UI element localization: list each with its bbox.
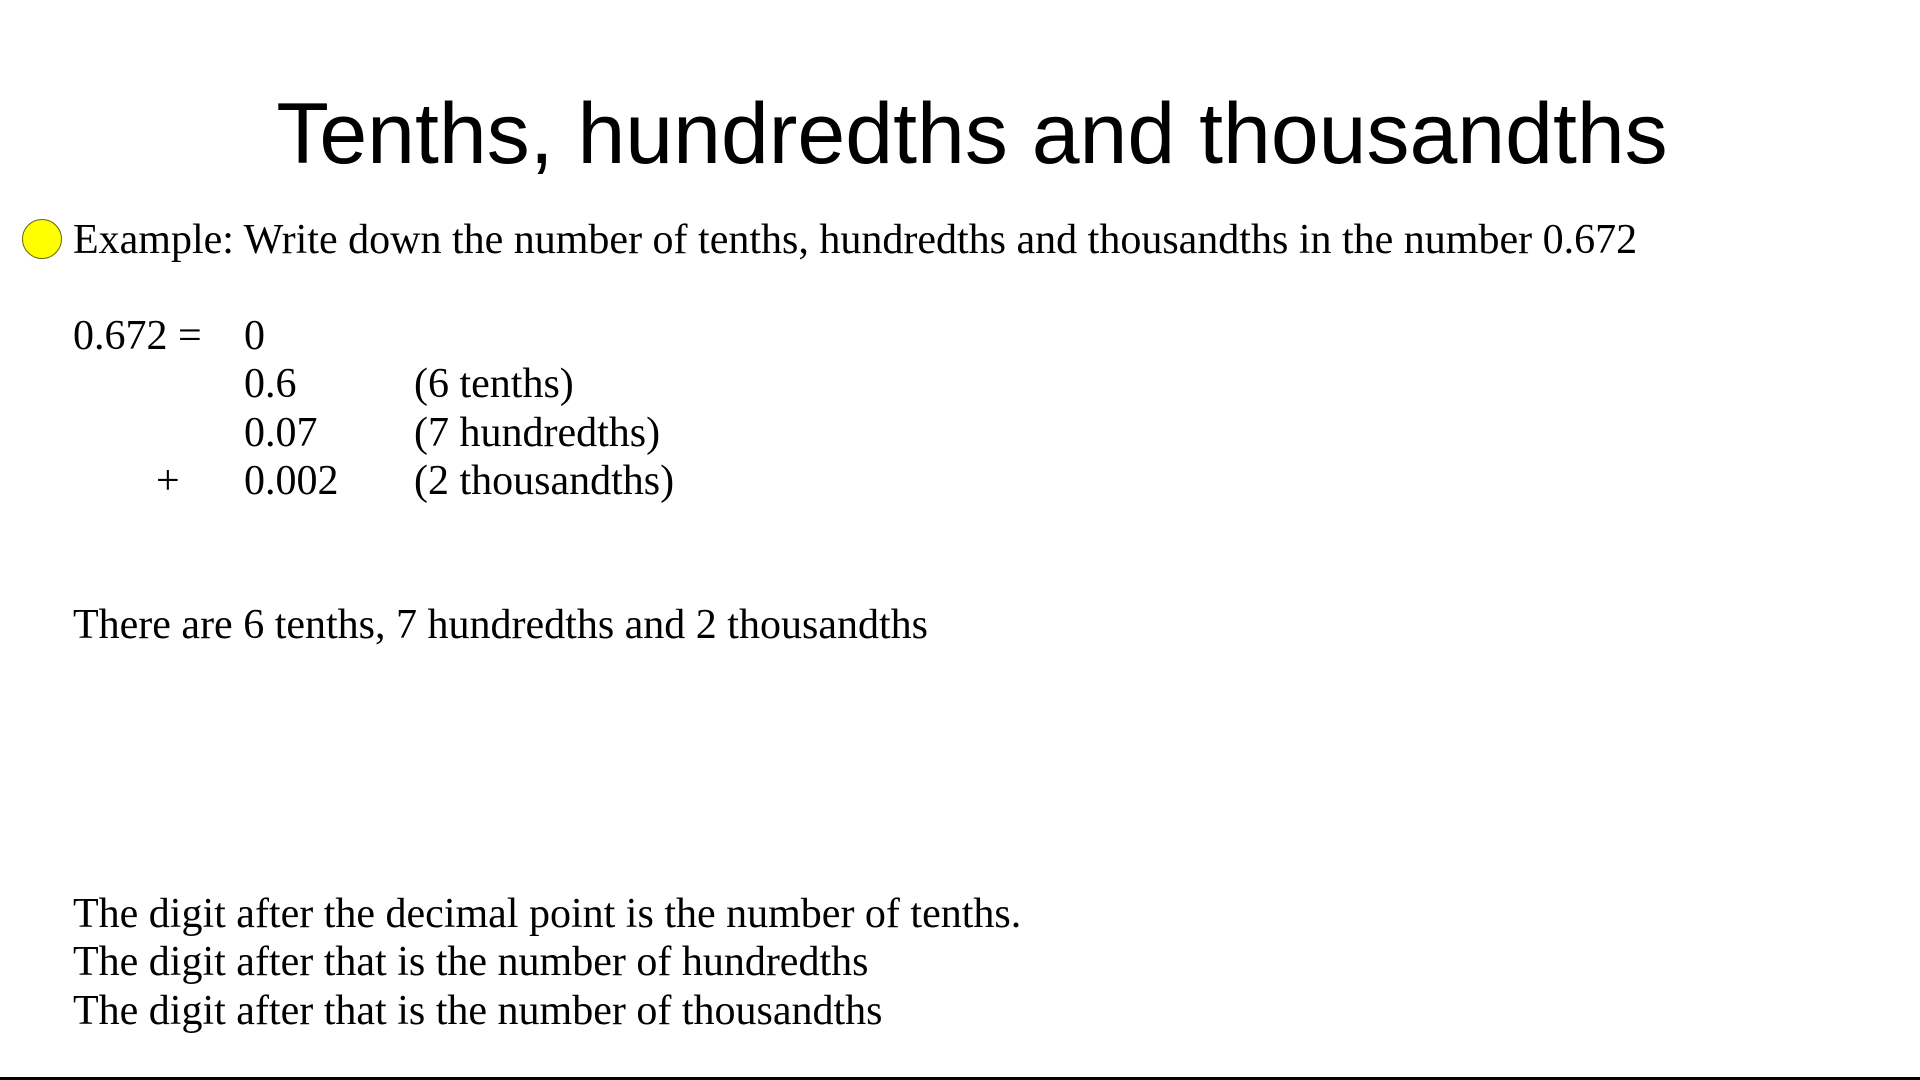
rule-text: The digit after the decimal point is the number of tenths. [73, 891, 1022, 937]
bullet-circle-icon [22, 219, 62, 259]
decomposition-lhs: 0.672 = [73, 313, 202, 359]
rule-text: The digit after that is the number of thousandths [73, 988, 883, 1034]
decomposition-value: 0.002 [244, 458, 339, 504]
decomposition-value: 0.07 [244, 410, 318, 456]
decomposition-note: (6 tenths) [414, 361, 574, 407]
summary-text: There are 6 tenths, 7 hundredths and 2 thousandths [73, 602, 928, 648]
example-text: Example: Write down the number of tenths, hundredths and thousandths in the number 0.672 [73, 217, 1638, 263]
decomposition-value: 0.6 [244, 361, 297, 407]
decomposition-value: 0 [244, 313, 265, 359]
rule-text: The digit after that is the number of hundredths [73, 939, 869, 985]
plus-sign: + [156, 458, 180, 504]
slide-title: Tenths, hundredths and thousandths [276, 86, 1668, 182]
decomposition-note: (7 hundredths) [414, 410, 661, 456]
decomposition-note: (2 thousandths) [414, 458, 675, 504]
